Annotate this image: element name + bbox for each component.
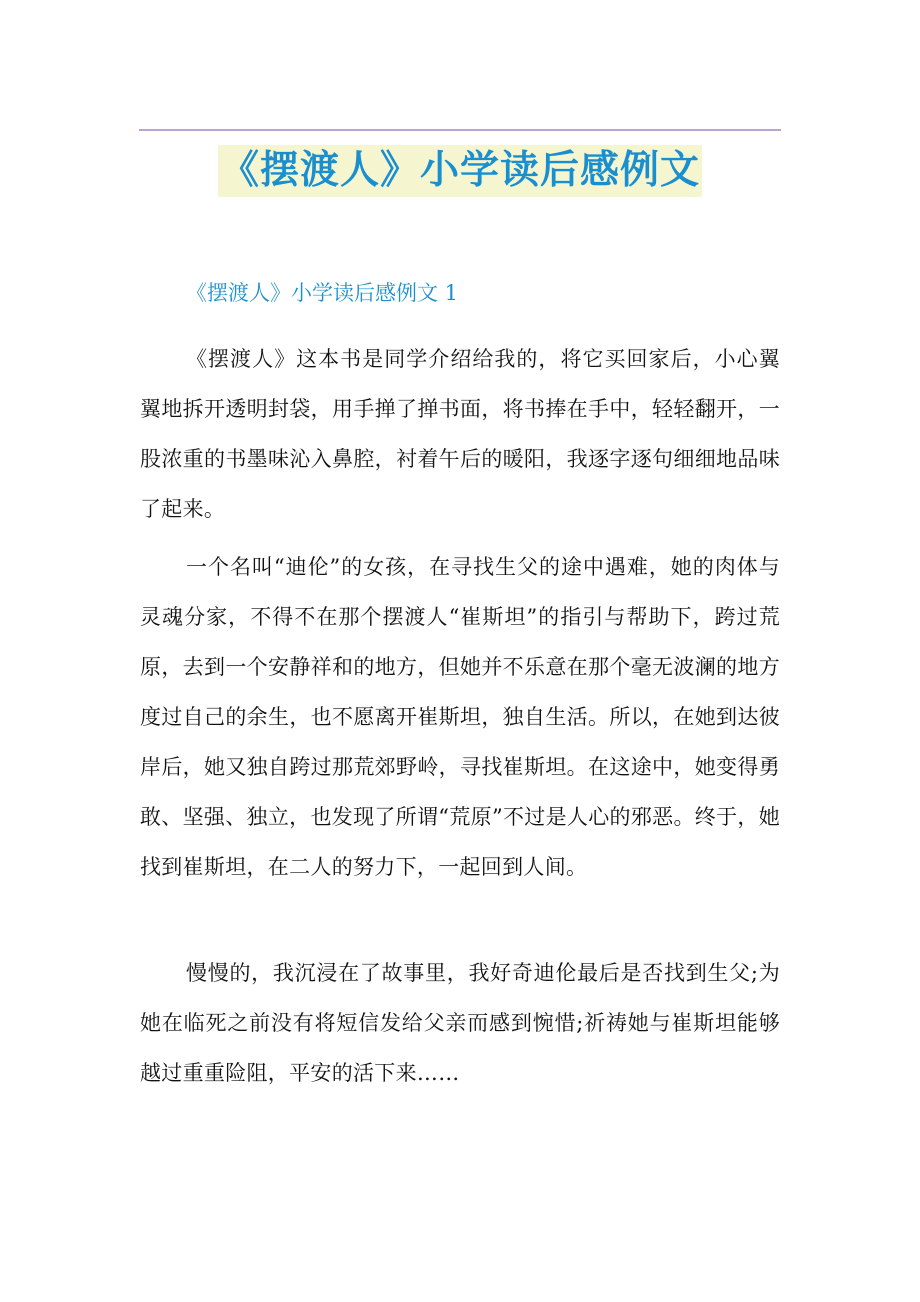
paragraph-2: 一个名叫“迪伦”的女孩，在寻找生父的途中遇难，她的肉体与灵魂分家，不得不在那个摆渡人“崔斯坦”的指引与帮助下，跨过荒原，去到一个安静祥和的地方，但她并不乐意在那个毫无波澜的地方度过自己的余生，也不愿离开崔斯坦，独自生活。所以，在她到达彼岸后，她又独自跨过那荒郊野岭，寻找崔斯坦。在这途中，她变得勇敢、坚强、独立，也发现了所谓“荒原”不过是人心的邪恶。终于，她找到崔斯坦，在二人的努力下，一起回到人间。: [140, 555, 780, 879]
paragraph-3: 慢慢的，我沉浸在了故事里，我好奇迪伦最后是否找到生父;为她在临死之前没有将短信发给父亲而感到惋惜;祈祷她与崔斯坦能够越过重重险阻，平安的活下来……: [140, 961, 780, 1085]
document-title: 《摆渡人》小学读后感例文: [218, 145, 702, 197]
title-container: [0, 145, 920, 197]
header-divider: [139, 129, 781, 131]
paragraph-1: 《摆渡人》这本书是同学介绍给我的，将它买回家后，小心翼翼地拆开透明封袋，用手掸了掸书面，将书捧在手中，轻轻翻开，一股浓重的书墨味沁入鼻腔，衬着午后的暖阳，我逐字逐句细细地品味了起来。: [140, 347, 780, 521]
section-heading: 《摆渡人》小学读后感例文 1: [186, 281, 459, 305]
